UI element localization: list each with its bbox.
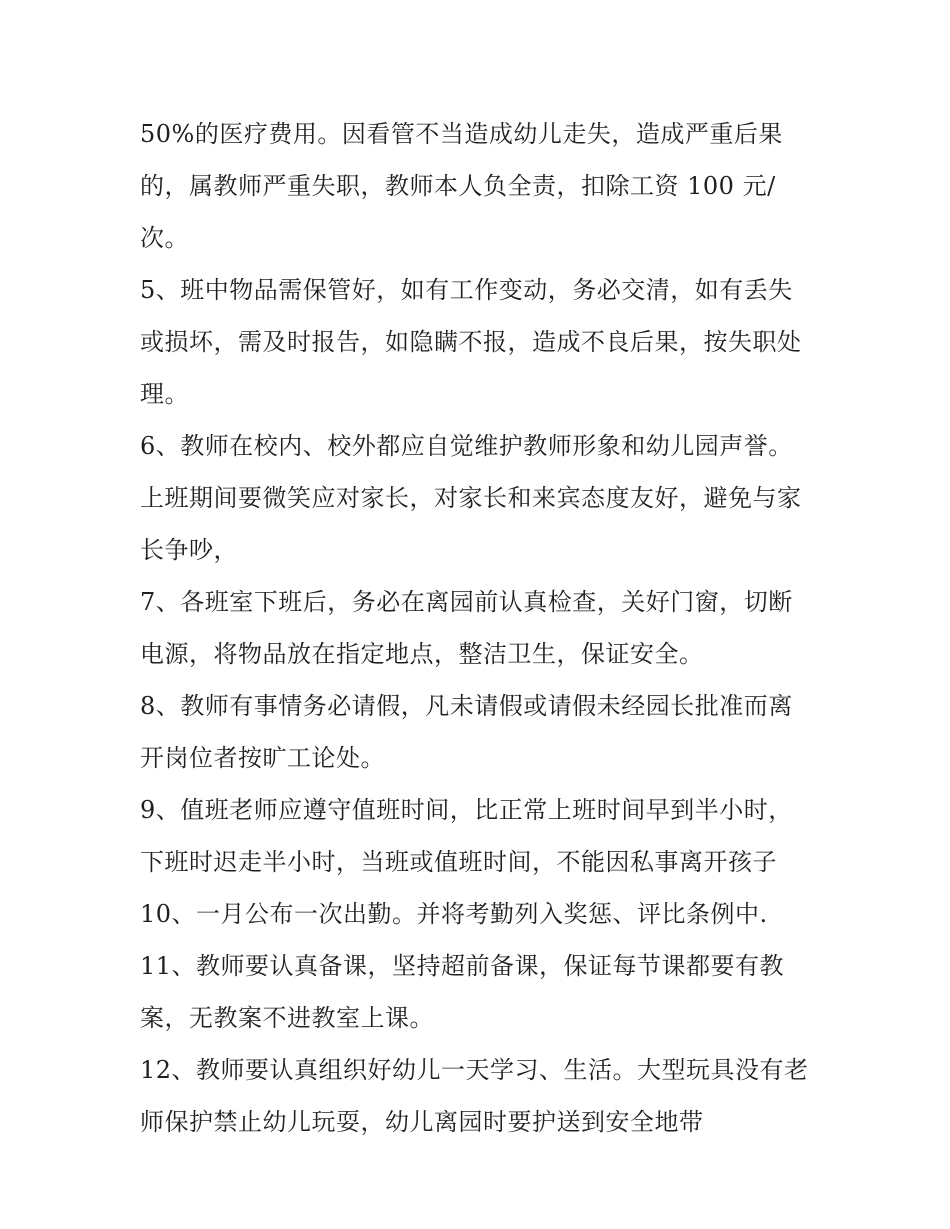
text-line: 师保护禁止幼儿玩耍，幼儿离园时要护送到安全地带 — [140, 1108, 704, 1136]
text-line: 50%的医疗费用。因看管不当造成幼儿走失，造成严重后果 — [140, 120, 783, 148]
text-line: 下班时迟走半小时，当班或值班时间，不能因私事离开孩子 — [140, 848, 777, 876]
text-line: 的，属教师严重失职，教师本人负全责，扣除工资 100 元/ — [140, 172, 776, 200]
text-line: 上班期间要微笑应对家长，对家长和来宾态度友好，避免与家 — [140, 484, 802, 512]
text-line: 理。 — [140, 380, 189, 408]
text-line: 10、一月公布一次出勤。并将考勤列入奖惩、评比条例中. — [140, 900, 768, 928]
text-line: 长争吵， — [140, 536, 238, 564]
text-line: 5、班中物品需保管好，如有工作变动，务必交清，如有丢失 — [140, 276, 793, 304]
text-line: 次。 — [140, 224, 189, 252]
text-line: 11、教师要认真备课，坚持超前备课，保证每节课都要有教 — [140, 952, 785, 980]
text-line: 电源，将物品放在指定地点，整洁卫生，保证安全。 — [140, 640, 704, 668]
text-line: 12、教师要认真组织好幼儿一天学习、生活。大型玩具没有老 — [140, 1056, 809, 1084]
text-line: 或损坏，需及时报告，如隐瞒不报，造成不良后果，按失职处 — [140, 328, 802, 356]
document-body — [140, 108, 820, 1148]
text-line: 6、教师在校内、校外都应自觉维护教师形象和幼儿园声誉。 — [140, 432, 793, 460]
text-line: 开岗位者按旷工论处。 — [140, 744, 385, 772]
text-line: 9、值班老师应遵守值班时间，比正常上班时间早到半小时， — [140, 796, 793, 824]
text-line: 7、各班室下班后，务必在离园前认真检查，关好门窗，切断 — [140, 588, 793, 616]
text-line: 8、教师有事情务必请假，凡未请假或请假未经园长批准而离 — [140, 692, 793, 720]
text-line: 案，无教案不进教室上课。 — [140, 1004, 434, 1032]
